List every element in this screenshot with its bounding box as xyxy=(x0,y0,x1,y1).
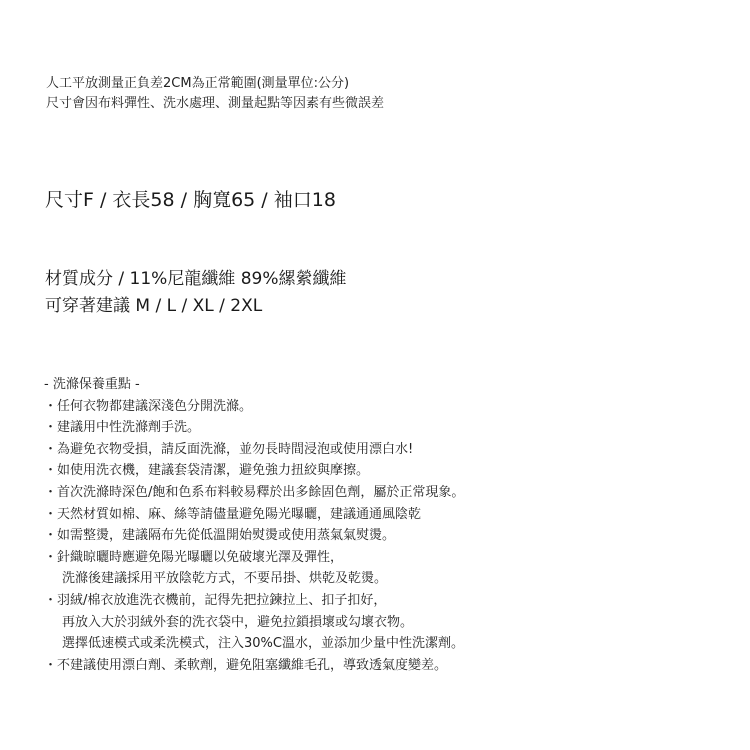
care-title: - 洗滌保養重點 - xyxy=(44,377,140,392)
care-item xyxy=(44,525,724,547)
care-item xyxy=(44,439,724,461)
material-composition: 材質成分 / 11%尼龍纖維 89%縲縈纖維 xyxy=(45,269,347,289)
care-item-line: ・如使用洗衣機，建議套袋清潔，避免強力扭絞與摩擦。 xyxy=(44,463,370,479)
measurement-note-tolerance: 人工平放測量正負差2CM為正常範圍(測量單位:公分) xyxy=(46,76,350,91)
care-item xyxy=(44,655,724,677)
care-item-line: ・首次洗滌時深色/飽和色系布料較易釋於出多餘固色劑，屬於正常現象。 xyxy=(44,484,465,500)
care-list xyxy=(44,396,724,677)
care-item-line: 再放入大於羽絨外套的洗衣袋中，避免拉鎖損壞或勾壞衣物。 xyxy=(62,614,414,630)
measurement-notes xyxy=(46,74,706,114)
care-item-line: 洗滌後建議採用平放陰乾方式，不要吊掛、烘乾及乾燙。 xyxy=(62,571,388,587)
care-item-line: ・不建議使用漂白劑、柔軟劑，避免阻塞纖維毛孔，導致透氣度變差。 xyxy=(44,657,448,673)
care-item xyxy=(44,590,724,655)
care-item xyxy=(44,460,724,482)
care-item xyxy=(44,417,724,439)
measurement-note-variance: 尺寸會因布料彈性、洗水處理、測量起點等因素有些微誤差 xyxy=(46,96,385,111)
care-item-line: ・針織晾曬時應避免陽光曝曬以免破壞光澤及彈性， xyxy=(44,549,344,565)
care-item-line: ・如需整燙，建議隔布先從低溫開始熨燙或使用蒸氣氣熨燙。 xyxy=(44,528,396,544)
size-info: 尺寸F / 衣長58 / 胸寬65 / 袖口18 xyxy=(45,189,336,211)
care-item xyxy=(44,547,724,590)
recommended-sizes: 可穿著建議 M / L / XL / 2XL xyxy=(45,296,263,316)
material-info xyxy=(45,266,347,320)
care-item xyxy=(44,482,724,504)
care-item-line: ・建議用中性洗滌劑手洗。 xyxy=(44,420,201,436)
care-item-line: ・任何衣物都建議深淺色分開洗滌。 xyxy=(44,398,253,414)
care-instructions xyxy=(44,374,724,676)
care-item-line: ・羽絨/棉衣放進洗衣機前，記得先把拉鍊拉上、扣子扣好， xyxy=(44,592,387,608)
care-item xyxy=(44,504,724,526)
care-item-line: ・為避免衣物受損，請反面洗滌，並勿長時間浸泡或使用漂白水! xyxy=(44,441,414,457)
care-item-line: ・天然材質如棉、麻、絲等請儘量避免陽光曝曬，建議通通風陰乾 xyxy=(44,506,422,522)
care-item-line: 選擇低速模式或柔洗模式，注入30%C溫水，並添加少量中性洗潔劑。 xyxy=(62,636,464,652)
care-item xyxy=(44,396,724,418)
